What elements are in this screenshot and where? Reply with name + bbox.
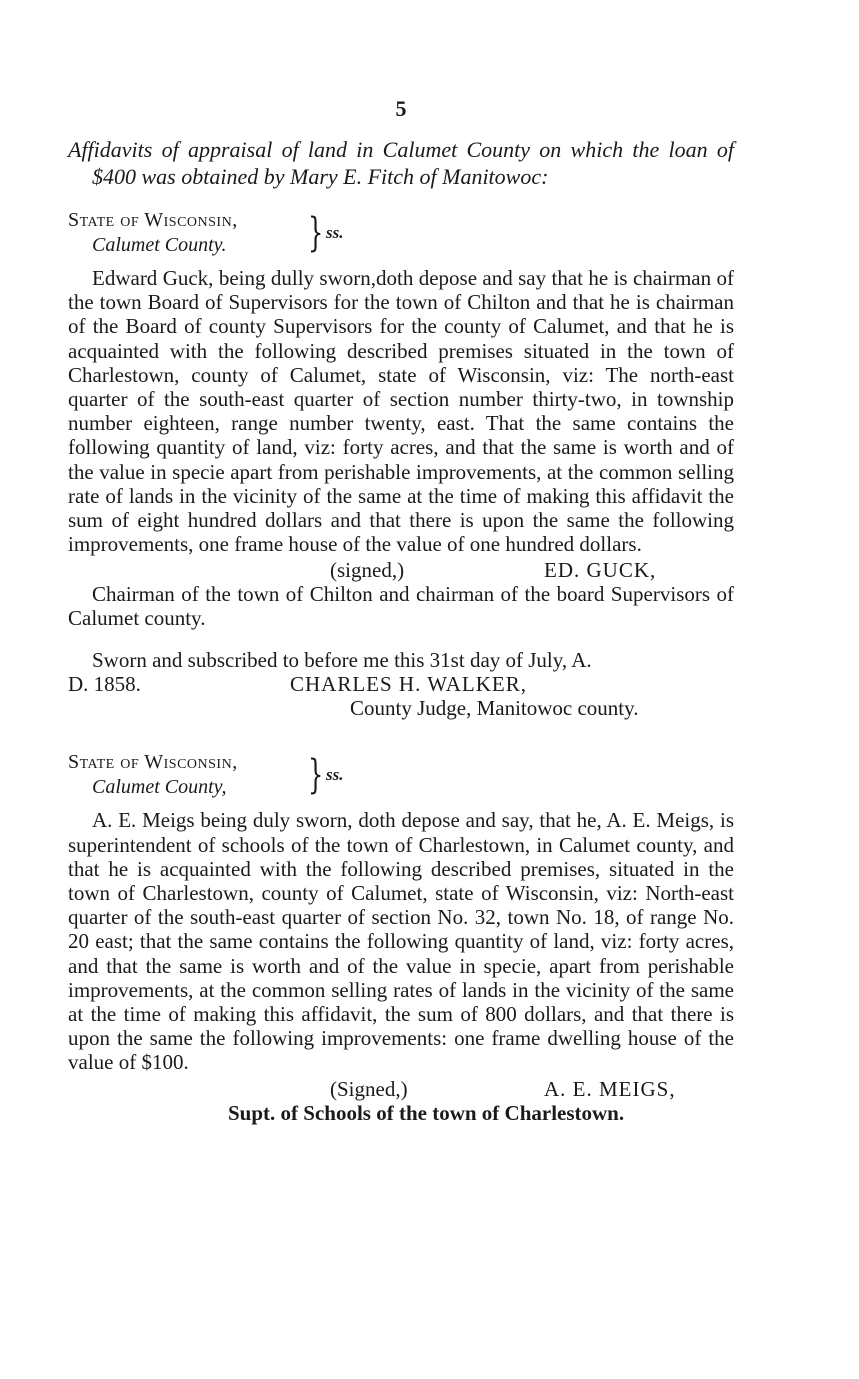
signed-label: (Signed,) (330, 1076, 408, 1101)
signer-name: A. E. MEIGS, (544, 1076, 676, 1101)
signer-name: ED. GUCK, (544, 558, 657, 583)
document-heading: Affidavits of appraisal of land in Calumet County on which the loan of $400 was obtained by Mary E. Fitch of Manitowoc: (68, 137, 734, 189)
signature-line-1 (68, 558, 734, 582)
venue-state: State of Wisconsin, (68, 751, 238, 774)
sworn-row (68, 672, 734, 696)
venue-county: Calumet County, (92, 776, 227, 799)
spacer (68, 720, 734, 750)
sworn-statement: Sworn and subscribed to before me this 31st day of July, A. (92, 648, 592, 673)
page-number: 5 (395, 96, 407, 121)
venue-ss: ss. (326, 765, 344, 785)
judge-title: County Judge, Manitowoc county. (350, 696, 639, 721)
venue-block-2 (68, 750, 734, 802)
document-page (68, 96, 734, 1125)
signer-title-1: Chairman of the town of Chilton and chairman of the board Supervisors of Calumet county. (68, 582, 734, 631)
signature-line-2 (68, 1077, 734, 1101)
venue-county: Calumet County. (92, 234, 227, 256)
judge-name: CHARLES H. WALKER, (290, 672, 527, 697)
affidavit-body-2: A. E. Meigs being duly sworn, doth depose and say, that he, A. E. Meigs, is superintendent of schools of the town of Charlestown, in Calumet county, and that he is acquainted with the following described premises, situated in the town of Charlestown, county of Calumet, state of Wisconsin, viz: North-east quarter of the south-east quarter of section No. 32, town No. 18, of range No. 20 east; that the same contains the following quantity of land, viz: forty acres, and that the same is worth and of the value in specie, apart from perishable improvements, at the common selling rates of lands in the vicinity of the same at the time of making this affidavit, the sum of 800 dollars, and that there is upon the same the following improvements: one frame dwelling house of the value of $100. (68, 808, 734, 1075)
venue-block-1 (68, 208, 734, 260)
venue-ss: ss. (326, 223, 344, 242)
spacer (68, 630, 734, 648)
brace-icon: } (308, 210, 324, 256)
brace-icon: } (308, 752, 324, 799)
signed-label: (signed,) (330, 558, 405, 583)
venue-state: State of Wisconsin, (68, 209, 238, 231)
affidavit-body-1: Edward Guck, being dully sworn,doth depose and say that he is chairman of the town Board of Supervisors for the town of Chilton and that he is chairman of the Board of county Supervisors for the county of Calumet, and that he is acquainted with the following described premises situated in the town of Charlestown, county of Calumet, state of Wisconsin, viz: The north-east quarter of the south-east quarter of section number thirty-two, in township number eighteen, range number twenty, east. That the same contains the following quantity of land, viz: forty acres, and that the same is worth and of the value in specie apart from perishable improvements, at the common selling rate of lands in the vicinity of the same at the time of making this affidavit the sum of eight hundred dollars and that there is upon the same the following improvements, one frame house of the value of one hundred dollars. (68, 266, 734, 557)
signer-title-2: Supt. of Schools of the town of Charlestown. (228, 1100, 625, 1125)
sworn-date: D. 1858. (68, 672, 141, 697)
